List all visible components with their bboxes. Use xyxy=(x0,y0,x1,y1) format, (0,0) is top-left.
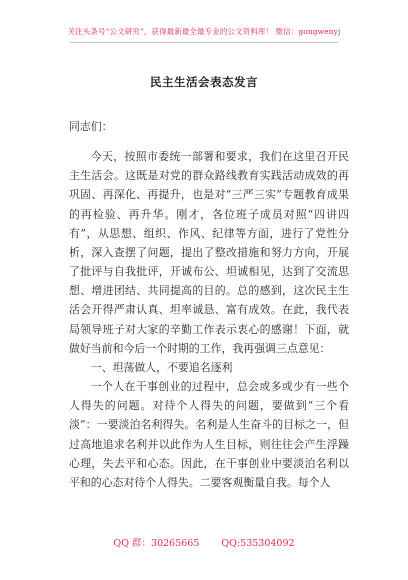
section-heading: 一、坦荡做人，不要追名逐利 xyxy=(90,360,233,374)
qq-group-text: QQ 群：30265665 xyxy=(113,538,200,549)
header-banner: 关注头条号“公文研究”，获得最新最全最专业的公文资料库！ 微信：gongwenyj xyxy=(67,27,341,36)
qq-number-text: QQ:535304092 xyxy=(221,538,295,549)
document-title: 民主生活会表态发言 xyxy=(150,75,258,89)
document-body xyxy=(69,117,349,492)
greeting: 同志们： xyxy=(69,120,113,133)
body-paragraph: 今天，按照市委统一部署和要求，我们在这里召开民主生活会。这既是对党的群众路线教育实践活动成效的再巩固、再深化、再提升，也是对“三严三实”专题教育成果的再检验、再升华。刚才，各位班子成员对照“四讲四有”，从思想、组织、作风、纪律等方面，进行了党性分析，深入查摆了问题，提出了整改措施和努力方向，开展了批评与自我批评，开诚布公、坦诚相见，达到了交流思想、增进团结、共同提高的目的。总的感到，这次民主生活会开得严肃认真、坦率诚恳、富有成效。在此，我代表局领导班子对大家的辛勤工作表示衷心的感谢！下面，就做好当前和今后一个时期的工作，我再强调三点意见： xyxy=(69,150,349,355)
header-divider xyxy=(70,42,338,43)
footer-contact xyxy=(0,535,408,549)
body-paragraph: 一个人在干事创业的过程中，总会或多或少有一些个人得失的问题。对待个人得失的问题，要做到“三个看淡”：一要淡泊名利得失。名利是人生奋斗的目标之一，但过高地追求名利并以此作为人生目标，则往往会产生浮躁心理，失去平和心态。因此，在干事创业中要淡泊名利以平和的心态对待个人得失。二要客观衡量自我。每个人 xyxy=(69,380,349,489)
